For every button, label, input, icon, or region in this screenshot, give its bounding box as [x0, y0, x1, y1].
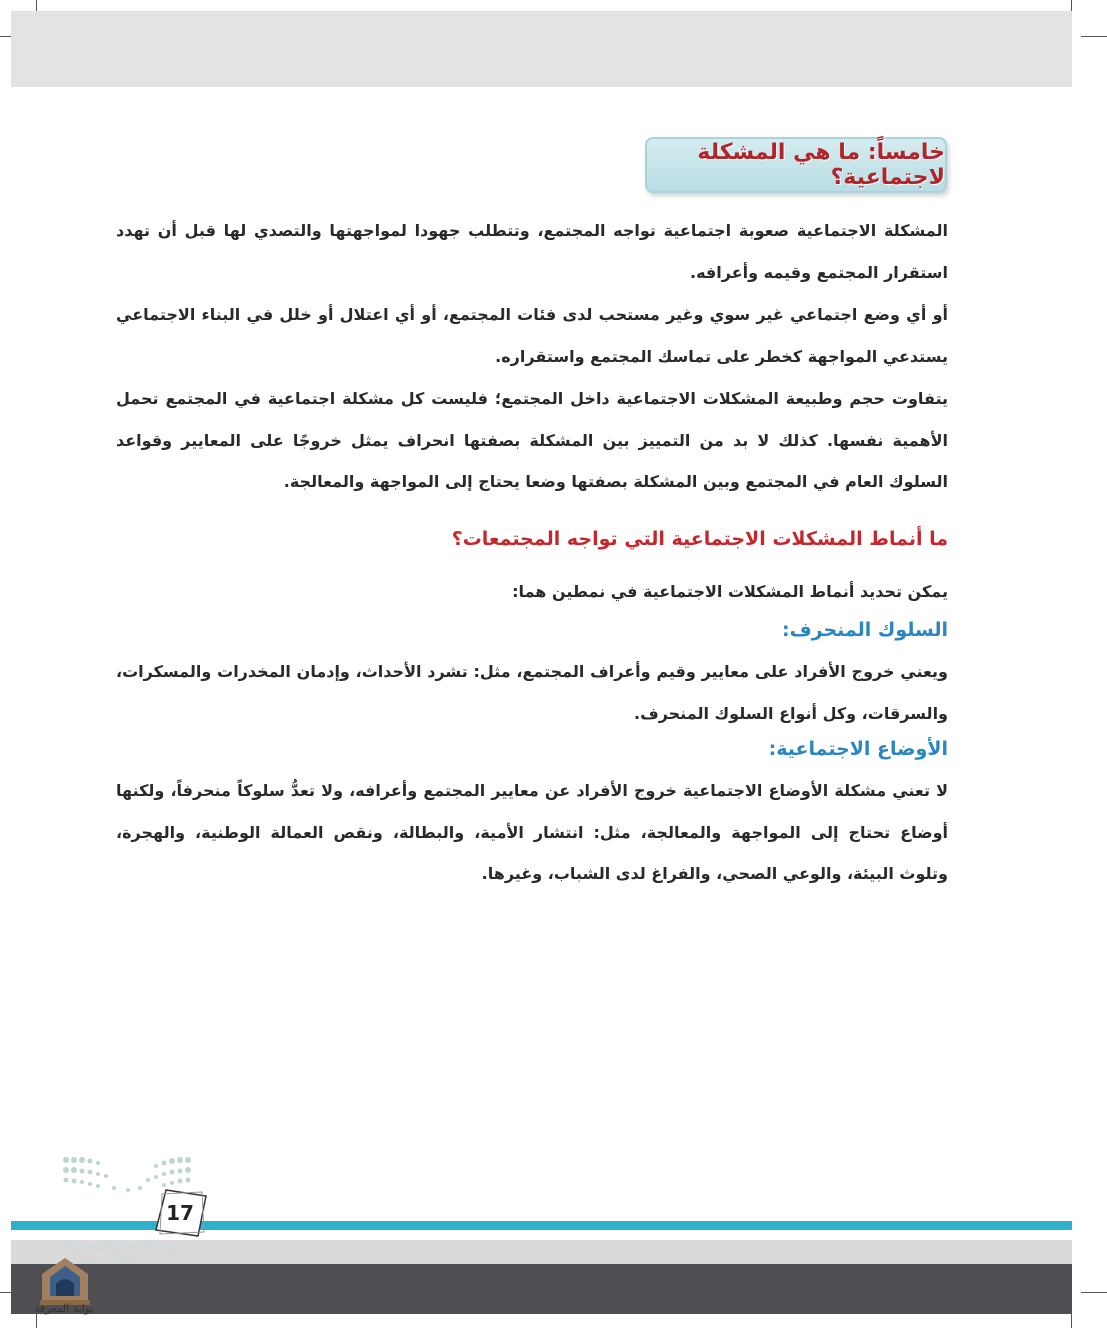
paragraph-definition: المشكلة الاجتماعية صعوبة اجتماعية تواجه المجتمع، وتتطلب جهودا لمواجهتها والتصدي لها قبل أن تهدد استقرار المجتمع وقيمه وأعرافه. [116, 221, 948, 282]
watermark-ministry-text: Ministry of Education [60, 1240, 177, 1253]
paragraph-deviant-behavior: ويعني خروج الأفراد على معايير وقيم وأعراف المجتمع، مثل: تشرد الأحداث، وإدمان المخدرات والمسكرات، والسرقات، وكل أنواع السلوك المنحرف. [116, 662, 948, 723]
subheading-deviant-behavior: السلوك المنحرف: [782, 619, 948, 641]
section-heading: خامساً: ما هي المشكلة لاجتماعية؟ [697, 140, 945, 190]
crop-mark [1081, 1292, 1107, 1293]
section-heading-box [645, 137, 947, 193]
subheading-patterns: ما أنماط المشكلات الاجتماعية التي تواجه المجتمعات؟ [451, 528, 948, 550]
page-number: 17 [166, 1201, 194, 1225]
paragraph-social-conditions: لا تعني مشكلة الأوضاع الاجتماعية خروج الأفراد عن معايير المجتمع وأعرافه، ولا تعدُّ سلوكاً منحرفاً، ولكنها أوضاع تحتاج إلى المواجهة والمعالجة، مثل: انتشار الأمية، والبطالة، ونقص العمالة الوطنية، والهجرة، وتلوث البيئة، والوعي الصحي، والفراغ لدى الشباب، وغيرها. [116, 781, 948, 883]
paragraph-condition: أو أي وضع اجتماعي غير سوي وغير مستحب لدى فئات المجتمع، أو أي اعتلال أو خلل في البناء الاجتماعي يستدعي المواجهة كخطر على تماسك المجتمع واستقراره. [116, 305, 948, 366]
page-number-badge [152, 1186, 208, 1240]
footer-dark-band [11, 1264, 1072, 1314]
watermark-year: 2025 - 1447 [78, 1256, 139, 1267]
paragraph-patterns-intro: يمكن تحديد أنماط المشكلات الاجتماعية في نمطين هما: [512, 582, 948, 601]
footer-logo-label: بوابة المعرفة [34, 1302, 94, 1315]
crop-mark [1081, 36, 1107, 37]
subheading-social-conditions: الأوضاع الاجتماعية: [768, 738, 948, 760]
paragraph-variation: يتفاوت حجم وطبيعة المشكلات الاجتماعية داخل المجتمع؛ فليست كل مشكلة اجتماعية في المجتمع تحمل الأهمية نفسها. كذلك لا بد من التمييز بين المشكلة بصفتها انحراف يمثل خروجًا على المعايير وقواعد السلوك العام في المجتمع وبين المشكلة بصفتها وضعا يحتاج إلى المواجهة والمعالجة. [116, 389, 948, 491]
header-band [11, 11, 1072, 87]
